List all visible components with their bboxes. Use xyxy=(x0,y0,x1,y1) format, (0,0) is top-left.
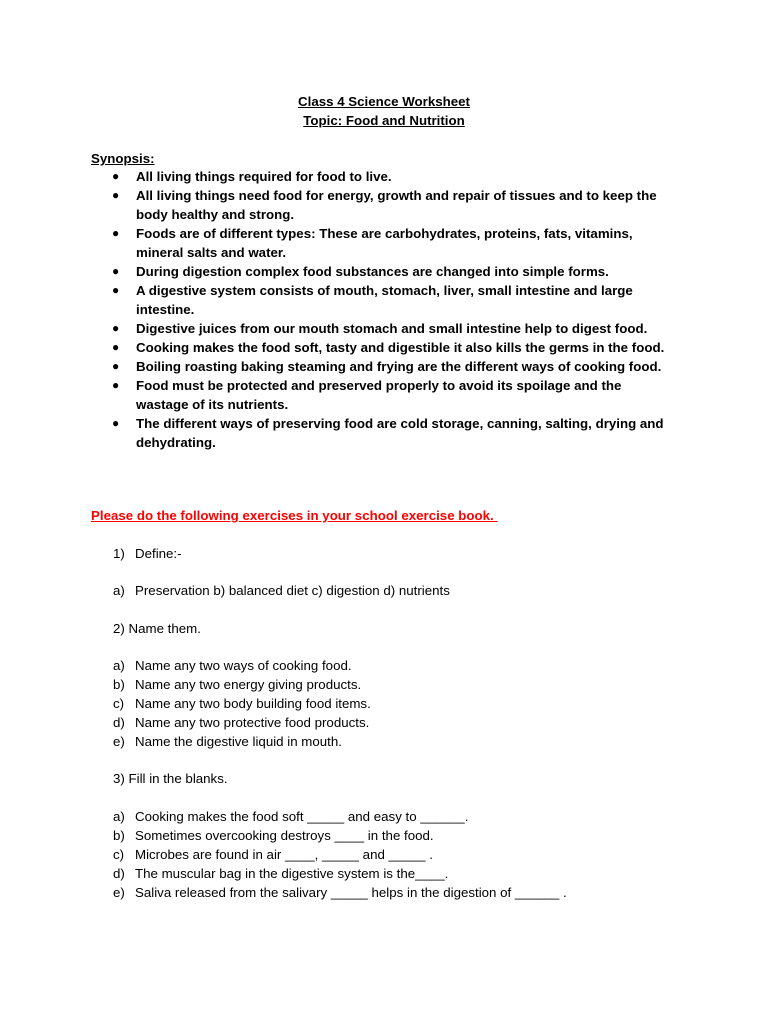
synopsis-item xyxy=(91,319,671,338)
bullet-icon: ● xyxy=(112,226,120,240)
synopsis-item-text: Digestive juices from our mouth stomach and small intestine help to digest food. xyxy=(136,321,648,336)
item-text: The muscular bag in the digestive system is the____. xyxy=(135,866,449,881)
synopsis-item-text: Foods are of different types: These are carbohydrates, proteins, fats, vitamins, mineral salts and water. xyxy=(136,226,633,260)
question-item xyxy=(113,713,371,732)
synopsis-item-text: All living things required for food to live. xyxy=(136,169,392,184)
item-text: Saliva released from the salivary _____ helps in the digestion of ______ . xyxy=(135,885,567,900)
question-fill-blanks: 3) Fill in the blanks. xyxy=(113,771,228,786)
question-number: 1) xyxy=(113,546,125,561)
item-text: Microbes are found in air ____, _____ and _____ . xyxy=(135,847,433,862)
worksheet-topic: Topic: Food and Nutrition xyxy=(303,113,465,128)
synopsis-item xyxy=(91,281,671,319)
synopsis-item xyxy=(91,167,671,186)
name-them-items xyxy=(113,656,371,751)
item-marker: d) xyxy=(113,715,125,730)
question-item xyxy=(113,864,567,883)
item-marker: a) xyxy=(113,658,125,673)
item-marker: e) xyxy=(113,885,125,900)
item-marker: a) xyxy=(113,809,125,824)
question-define xyxy=(113,544,182,563)
synopsis-item-text: Cooking makes the food soft, tasty and digestible it also kills the germs in the food. xyxy=(136,340,665,355)
bullet-icon: ● xyxy=(112,188,120,202)
item-marker: b) xyxy=(113,677,125,692)
exercise-instruction: Please do the following exercises in your school exercise book. xyxy=(91,508,498,523)
define-items xyxy=(113,581,450,600)
item-marker: c) xyxy=(113,696,125,711)
question-item xyxy=(113,732,371,751)
item-text: Name any two protective food products. xyxy=(135,715,370,730)
question-item xyxy=(113,883,567,902)
question-item xyxy=(113,675,371,694)
synopsis-item xyxy=(91,224,671,262)
item-marker: c) xyxy=(113,847,125,862)
bullet-icon: ● xyxy=(112,359,120,373)
synopsis-item-text: Food must be protected and preserved properly to avoid its spoilage and the wastage of its nutrients. xyxy=(136,378,622,412)
synopsis-item-text: The different ways of preserving food are cold storage, canning, salting, drying and dehydrating. xyxy=(136,416,664,450)
synopsis-heading: Synopsis: xyxy=(91,151,155,166)
synopsis-item xyxy=(91,262,671,281)
item-text: Name any two ways of cooking food. xyxy=(135,658,352,673)
item-marker: a) xyxy=(113,583,125,598)
item-text: Name any two energy giving products. xyxy=(135,677,362,692)
bullet-icon: ● xyxy=(112,416,120,430)
question-item xyxy=(113,826,567,845)
synopsis-item-text: All living things need food for energy, growth and repair of tissues and to keep the body healthy and strong. xyxy=(136,188,657,222)
item-text: Preservation b) balanced diet c) digestion d) nutrients xyxy=(135,583,450,598)
question-item xyxy=(113,694,371,713)
synopsis-item xyxy=(91,376,671,414)
bullet-icon: ● xyxy=(112,169,120,183)
bullet-icon: ● xyxy=(112,321,120,335)
synopsis-item-text: A digestive system consists of mouth, stomach, liver, small intestine and large intestine. xyxy=(136,283,633,317)
question-text: Define:- xyxy=(135,546,182,561)
item-marker: e) xyxy=(113,734,125,749)
synopsis-item xyxy=(91,414,671,452)
question-item xyxy=(113,807,567,826)
bullet-icon: ● xyxy=(112,283,120,297)
bullet-icon: ● xyxy=(112,340,120,354)
synopsis-list xyxy=(91,167,671,452)
question-name-them: 2) Name them. xyxy=(113,621,201,636)
item-text: Sometimes overcooking destroys ____ in the food. xyxy=(135,828,434,843)
question-item xyxy=(113,845,567,864)
item-text: Name the digestive liquid in mouth. xyxy=(135,734,342,749)
synopsis-item-text: During digestion complex food substances are changed into simple forms. xyxy=(136,264,609,279)
item-marker: d) xyxy=(113,866,125,881)
question-item xyxy=(113,581,450,600)
question-item xyxy=(113,656,371,675)
synopsis-item-text: Boiling roasting baking steaming and frying are the different ways of cooking food. xyxy=(136,359,662,374)
synopsis-item xyxy=(91,186,671,224)
bullet-icon: ● xyxy=(112,264,120,278)
worksheet-title: Class 4 Science Worksheet xyxy=(298,94,470,109)
item-marker: b) xyxy=(113,828,125,843)
item-text: Cooking makes the food soft _____ and easy to ______. xyxy=(135,809,469,824)
synopsis-item xyxy=(91,357,671,376)
bullet-icon: ● xyxy=(112,378,120,392)
synopsis-item xyxy=(91,338,671,357)
fill-blanks-items xyxy=(113,807,567,902)
item-text: Name any two body building food items. xyxy=(135,696,371,711)
